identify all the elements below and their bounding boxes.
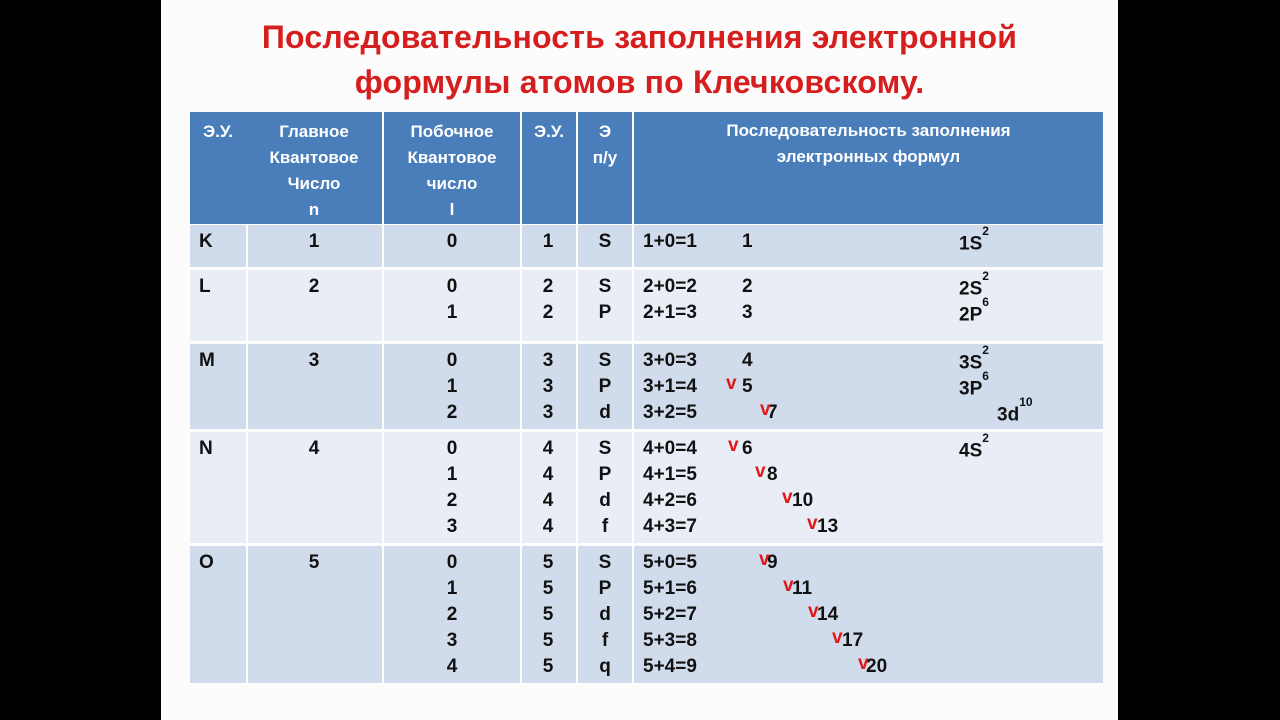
n-plus-l-sum: 4+3=7: [643, 516, 697, 537]
column-divider: [382, 270, 384, 342]
filling-order: 1: [742, 231, 753, 252]
column-divider: [632, 546, 634, 684]
header-l-label: Побочное Квантовое число l: [407, 122, 497, 219]
group-row-O: [190, 546, 1103, 684]
column-divider: [632, 225, 634, 268]
formula-text: 2S: [959, 278, 983, 300]
energy-level-K: K: [199, 231, 213, 252]
n-plus-l-sum: 4+1=5: [643, 464, 697, 485]
header-eu: [190, 112, 246, 224]
column-divider: [520, 270, 522, 342]
eu-value: 2: [542, 276, 554, 297]
check-mark-icon: v: [726, 373, 737, 394]
formula-superscript: 2: [982, 269, 989, 283]
principal-quantum-number: 1: [308, 231, 320, 252]
n-plus-l-sum: 5+1=6: [643, 578, 697, 599]
group-row-K: [190, 225, 1103, 268]
header-principal-quantum-number: [246, 112, 382, 224]
column-divider: [382, 225, 384, 268]
filling-order: 6: [742, 438, 753, 459]
formula-superscript: 2: [982, 431, 989, 445]
header-eu2-label: Э.У.: [534, 122, 564, 141]
column-divider: [576, 432, 578, 544]
principal-quantum-number: 2: [308, 276, 320, 297]
sublevel-letter: S: [598, 350, 612, 371]
electron-formula: [959, 431, 989, 462]
eu-value: 5: [542, 630, 554, 651]
column-divider: [520, 546, 522, 684]
filling-order: 9: [767, 552, 778, 573]
secondary-quantum-number: 3: [446, 630, 458, 651]
column-divider: [632, 270, 634, 342]
group-row-N: [190, 432, 1103, 544]
column-divider: [576, 344, 578, 430]
check-mark-icon: v: [755, 461, 766, 482]
sublevel-letter: d: [599, 490, 611, 511]
sublevel-letter: P: [598, 464, 612, 485]
n-plus-l-sum: 2+0=2: [643, 276, 697, 297]
check-mark-icon: v: [728, 435, 739, 456]
sublevel-letter: S: [598, 552, 612, 573]
eu-value: 2: [542, 302, 554, 323]
header-ep-label: Э п/у: [592, 122, 618, 167]
column-divider: [246, 432, 248, 544]
row-divider: [190, 267, 1103, 269]
formula-text: 3S: [959, 352, 983, 374]
eu-value: 5: [542, 656, 554, 677]
formula-superscript: 6: [982, 369, 989, 383]
eu-value: 5: [542, 604, 554, 625]
sublevel-letter: P: [598, 376, 612, 397]
eu-value: 4: [542, 438, 554, 459]
energy-level-N: N: [199, 438, 213, 459]
formula-superscript: 2: [982, 224, 989, 238]
filling-order: 4: [742, 350, 753, 371]
n-plus-l-sum: 3+1=4: [643, 376, 697, 397]
energy-level-O: O: [199, 552, 214, 573]
secondary-quantum-number: 1: [446, 464, 458, 485]
column-divider: [246, 344, 248, 430]
eu-value: 3: [542, 350, 554, 371]
header-seq-label: Последовательность заполнения электронных формул: [726, 121, 1011, 166]
row-divider: [190, 429, 1103, 431]
eu-value: 4: [542, 516, 554, 537]
row-divider: [190, 341, 1103, 343]
n-plus-l-sum: 2+1=3: [643, 302, 697, 323]
eu-value: 3: [542, 402, 554, 423]
formula-superscript: 10: [1019, 395, 1033, 409]
sublevel-letter: S: [598, 231, 612, 252]
header-sublevel: [578, 112, 632, 224]
secondary-quantum-number: 2: [446, 490, 458, 511]
slide: [161, 0, 1118, 720]
filling-order: 5: [742, 376, 753, 397]
formula-text: 2P: [959, 304, 983, 326]
n-plus-l-sum: 4+0=4: [643, 438, 697, 459]
check-mark-icon: v: [783, 575, 794, 596]
formula-text: 3d: [997, 404, 1020, 426]
electron-formula: [959, 369, 989, 400]
column-divider: [576, 546, 578, 684]
secondary-quantum-number: 4: [446, 656, 458, 677]
formula-superscript: 2: [982, 343, 989, 357]
n-plus-l-sum: 1+0=1: [643, 231, 697, 252]
column-divider: [576, 225, 578, 268]
klechkovsky-table: [190, 112, 1103, 684]
secondary-quantum-number: 0: [446, 438, 458, 459]
principal-quantum-number: 5: [308, 552, 320, 573]
sublevel-letter: S: [598, 276, 612, 297]
principal-quantum-number: 3: [308, 350, 320, 371]
column-divider: [382, 546, 384, 684]
secondary-quantum-number: 0: [446, 231, 458, 252]
electron-formula: [959, 295, 989, 326]
n-plus-l-sum: 5+4=9: [643, 656, 697, 677]
secondary-quantum-number: 2: [446, 604, 458, 625]
energy-level-L: L: [199, 276, 211, 297]
sublevel-letter: f: [601, 516, 609, 537]
header-n-label: Главное Квантовое Число n: [269, 122, 359, 219]
sublevel-letter: P: [598, 578, 612, 599]
eu-value: 1: [542, 231, 554, 252]
secondary-quantum-number: 2: [446, 402, 458, 423]
column-divider: [382, 432, 384, 544]
formula-text: 3P: [959, 378, 983, 400]
check-mark-icon: v: [807, 513, 818, 534]
eu-value: 4: [542, 490, 554, 511]
column-divider: [246, 546, 248, 684]
n-plus-l-sum: 4+2=6: [643, 490, 697, 511]
header-eu-2: [522, 112, 576, 224]
column-divider: [520, 432, 522, 544]
electron-formula: [997, 395, 1033, 426]
slide-title-line-2: формулы атомов по Клечковскому.: [354, 64, 925, 100]
filling-order: 8: [767, 464, 778, 485]
sublevel-letter: P: [598, 302, 612, 323]
column-divider: [632, 432, 634, 544]
filling-order: 17: [842, 630, 864, 651]
sublevel-letter: q: [599, 656, 611, 677]
check-mark-icon: v: [759, 549, 770, 570]
sublevel-letter: d: [599, 402, 611, 423]
header-filling-sequence: [634, 112, 1103, 224]
group-row-L: [190, 270, 1103, 342]
n-plus-l-sum: 5+0=5: [643, 552, 697, 573]
check-mark-icon: v: [782, 487, 793, 508]
formula-text: 1S: [959, 233, 983, 255]
n-plus-l-sum: 5+2=7: [643, 604, 697, 625]
filling-order: 20: [866, 656, 888, 677]
column-divider: [520, 344, 522, 430]
group-row-M: [190, 344, 1103, 430]
check-mark-icon: v: [832, 627, 843, 648]
sublevel-letter: d: [599, 604, 611, 625]
check-mark-icon: v: [760, 399, 771, 420]
filling-order: 14: [817, 604, 839, 625]
secondary-quantum-number: 1: [446, 376, 458, 397]
header-secondary-quantum-number: [384, 112, 520, 224]
filling-order: 10: [792, 490, 814, 511]
secondary-quantum-number: 1: [446, 302, 458, 323]
n-plus-l-sum: 5+3=8: [643, 630, 697, 651]
eu-value: 5: [542, 552, 554, 573]
column-divider: [382, 344, 384, 430]
formula-text: 4S: [959, 440, 983, 462]
filling-order: 2: [742, 276, 753, 297]
column-divider: [520, 225, 522, 268]
secondary-quantum-number: 0: [446, 276, 458, 297]
secondary-quantum-number: 3: [446, 516, 458, 537]
sublevel-letter: f: [601, 630, 609, 651]
slide-title-line-1: Последовательность заполнения электронной: [261, 19, 1018, 55]
filling-order: 13: [817, 516, 839, 537]
eu-value: 3: [542, 376, 554, 397]
electron-formula: [959, 224, 989, 255]
check-mark-icon: v: [808, 601, 819, 622]
row-divider: [190, 543, 1103, 545]
secondary-quantum-number: 1: [446, 578, 458, 599]
secondary-quantum-number: 0: [446, 350, 458, 371]
secondary-quantum-number: 0: [446, 552, 458, 573]
column-divider: [632, 344, 634, 430]
check-mark-icon: v: [858, 653, 869, 674]
eu-value: 5: [542, 578, 554, 599]
column-divider: [246, 270, 248, 342]
energy-level-M: M: [199, 350, 215, 371]
eu-value: 4: [542, 464, 554, 485]
filling-order: 3: [742, 302, 753, 323]
column-divider: [576, 270, 578, 342]
principal-quantum-number: 4: [308, 438, 320, 459]
n-plus-l-sum: 3+0=3: [643, 350, 697, 371]
row-divider: [190, 683, 1103, 685]
sublevel-letter: S: [598, 438, 612, 459]
filling-order: 11: [792, 578, 813, 599]
filling-order: 7: [767, 402, 778, 423]
formula-superscript: 6: [982, 295, 989, 309]
column-divider: [246, 225, 248, 268]
header-eu-label: Э.У.: [203, 122, 233, 141]
n-plus-l-sum: 3+2=5: [643, 402, 697, 423]
